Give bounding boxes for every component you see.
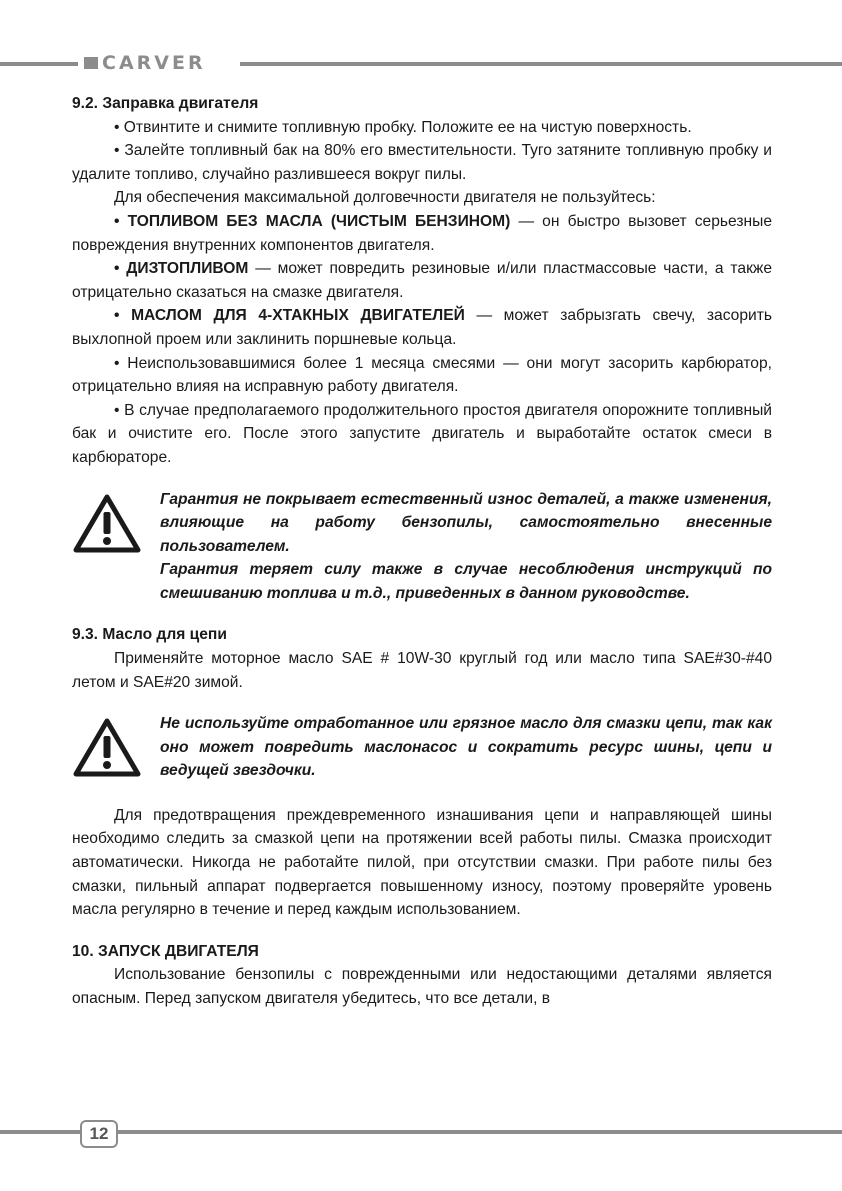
bullet-bold: • ДИЗТОПЛИВОМ <box>114 260 249 278</box>
paragraph: Для обеспечения максимальной долговечности двигателя не пользуйтесь: <box>114 189 656 207</box>
paragraph: • Залейте топливный бак на 80% его вместительности. Туго затяните топливную пробку и удалите топливо, случайно разлившееся вокруг пилы. <box>72 142 772 183</box>
header-rule-left <box>0 62 78 66</box>
bullet-text: — может забрызгать свечу, засорить выхлопной проем или заклинить поршневые кольца. <box>72 307 772 348</box>
page-content <box>72 92 772 1011</box>
bullet-diesel <box>72 257 772 304</box>
warning-triangle-icon <box>72 712 142 786</box>
paragraph: Применяйте моторное масло SAE # 10W-30 круглый год или масло типа SAE#30-#40 летом и SAE#20 зимой. <box>72 650 772 691</box>
warning-text <box>160 712 772 783</box>
paragraph: Использование бензопилы с поврежденными или недостающими деталями является опасным. Перед запуском двигателя убедитесь, что все детали, в <box>72 966 772 1007</box>
oil-warning <box>72 712 772 786</box>
warning-line: Не используйте отработанное или грязное масло для смазки цепи, так как оно может повредить маслонасос и сократить ресурс шины, цепи и ведущей звездочки. <box>160 715 772 780</box>
section-9-2-heading: 9.2. Заправка двигателя <box>72 95 259 112</box>
header-rule-right <box>240 62 842 66</box>
warning-triangle-icon <box>72 488 142 562</box>
warranty-warning <box>72 488 772 606</box>
bullet-bold: • МАСЛОМ ДЛЯ 4-ХТАКНЫХ ДВИГАТЕЛЕЙ <box>114 307 465 325</box>
warning-line: Гарантия теряет силу также в случае несоблюдения инструкций по смешиванию топлива и т.д., приведенных в данном руководстве. <box>160 561 772 602</box>
bullet-bold: • ТОПЛИВОМ БЕЗ МАСЛА (ЧИСТЫМ БЕНЗИНОМ) <box>114 212 511 230</box>
brand-mark <box>84 57 98 69</box>
chain-lubrication-paragraph: Для предотвращения преждевременного изнашивания цепи и направляющей шины необходимо следить за смазкой цепи на протяжении всей работы пилы. Смазка происходит автоматически. Никогда не работайте пилой, при отсутствии смазки. При работе пилы без смазки, пильный аппарат подвергается повышенному износу, поэтому проверяйте уровень масла регулярно в течение и перед каждым использованием. <box>72 806 772 919</box>
page-number: 12 <box>80 1120 118 1148</box>
bullet-text: — может повредить резиновые и/или пластмассовые части, а также отрицательно сказаться на смазке двигателя. <box>72 260 772 301</box>
footer-rule-right <box>116 1130 842 1134</box>
warning-line: Гарантия не покрывает естественный износ деталей, а также изменения, влияющие на работу бензопилы, самостоятельно внесенные пользователем. <box>160 490 772 555</box>
section-10-heading: 10. ЗАПУСК ДВИГАТЕЛЯ <box>72 942 259 960</box>
paragraph: • Отвинтите и снимите топливную пробку. Положите ее на чистую поверхность. <box>114 118 692 136</box>
bullet-no-oil-fuel <box>72 210 772 257</box>
section-9-3-heading: 9.3. Масло для цепи <box>72 626 227 644</box>
footer-rule-left <box>0 1130 80 1134</box>
brand-logo <box>84 52 206 74</box>
warning-text <box>160 488 772 606</box>
brand-text: CARVER <box>102 52 206 74</box>
bullet-text: — он быстро вызовет серьезные повреждения внутренних компонентов двигателя. <box>72 212 772 254</box>
bullet-4-stroke-oil <box>72 304 772 351</box>
bullet-old-mixture: • Неиспользовавшимися более 1 месяца смесями — они могут засорить карбюратор, отрицательно влияя на исправную работу двигателя. <box>72 354 772 396</box>
bullet-long-idle: • В случае предполагаемого продолжительного простоя двигателя опорожните топливный бак и очистите его. После этого запустите двигатель и выработайте остаток смеси в карбюраторе. <box>72 401 772 466</box>
